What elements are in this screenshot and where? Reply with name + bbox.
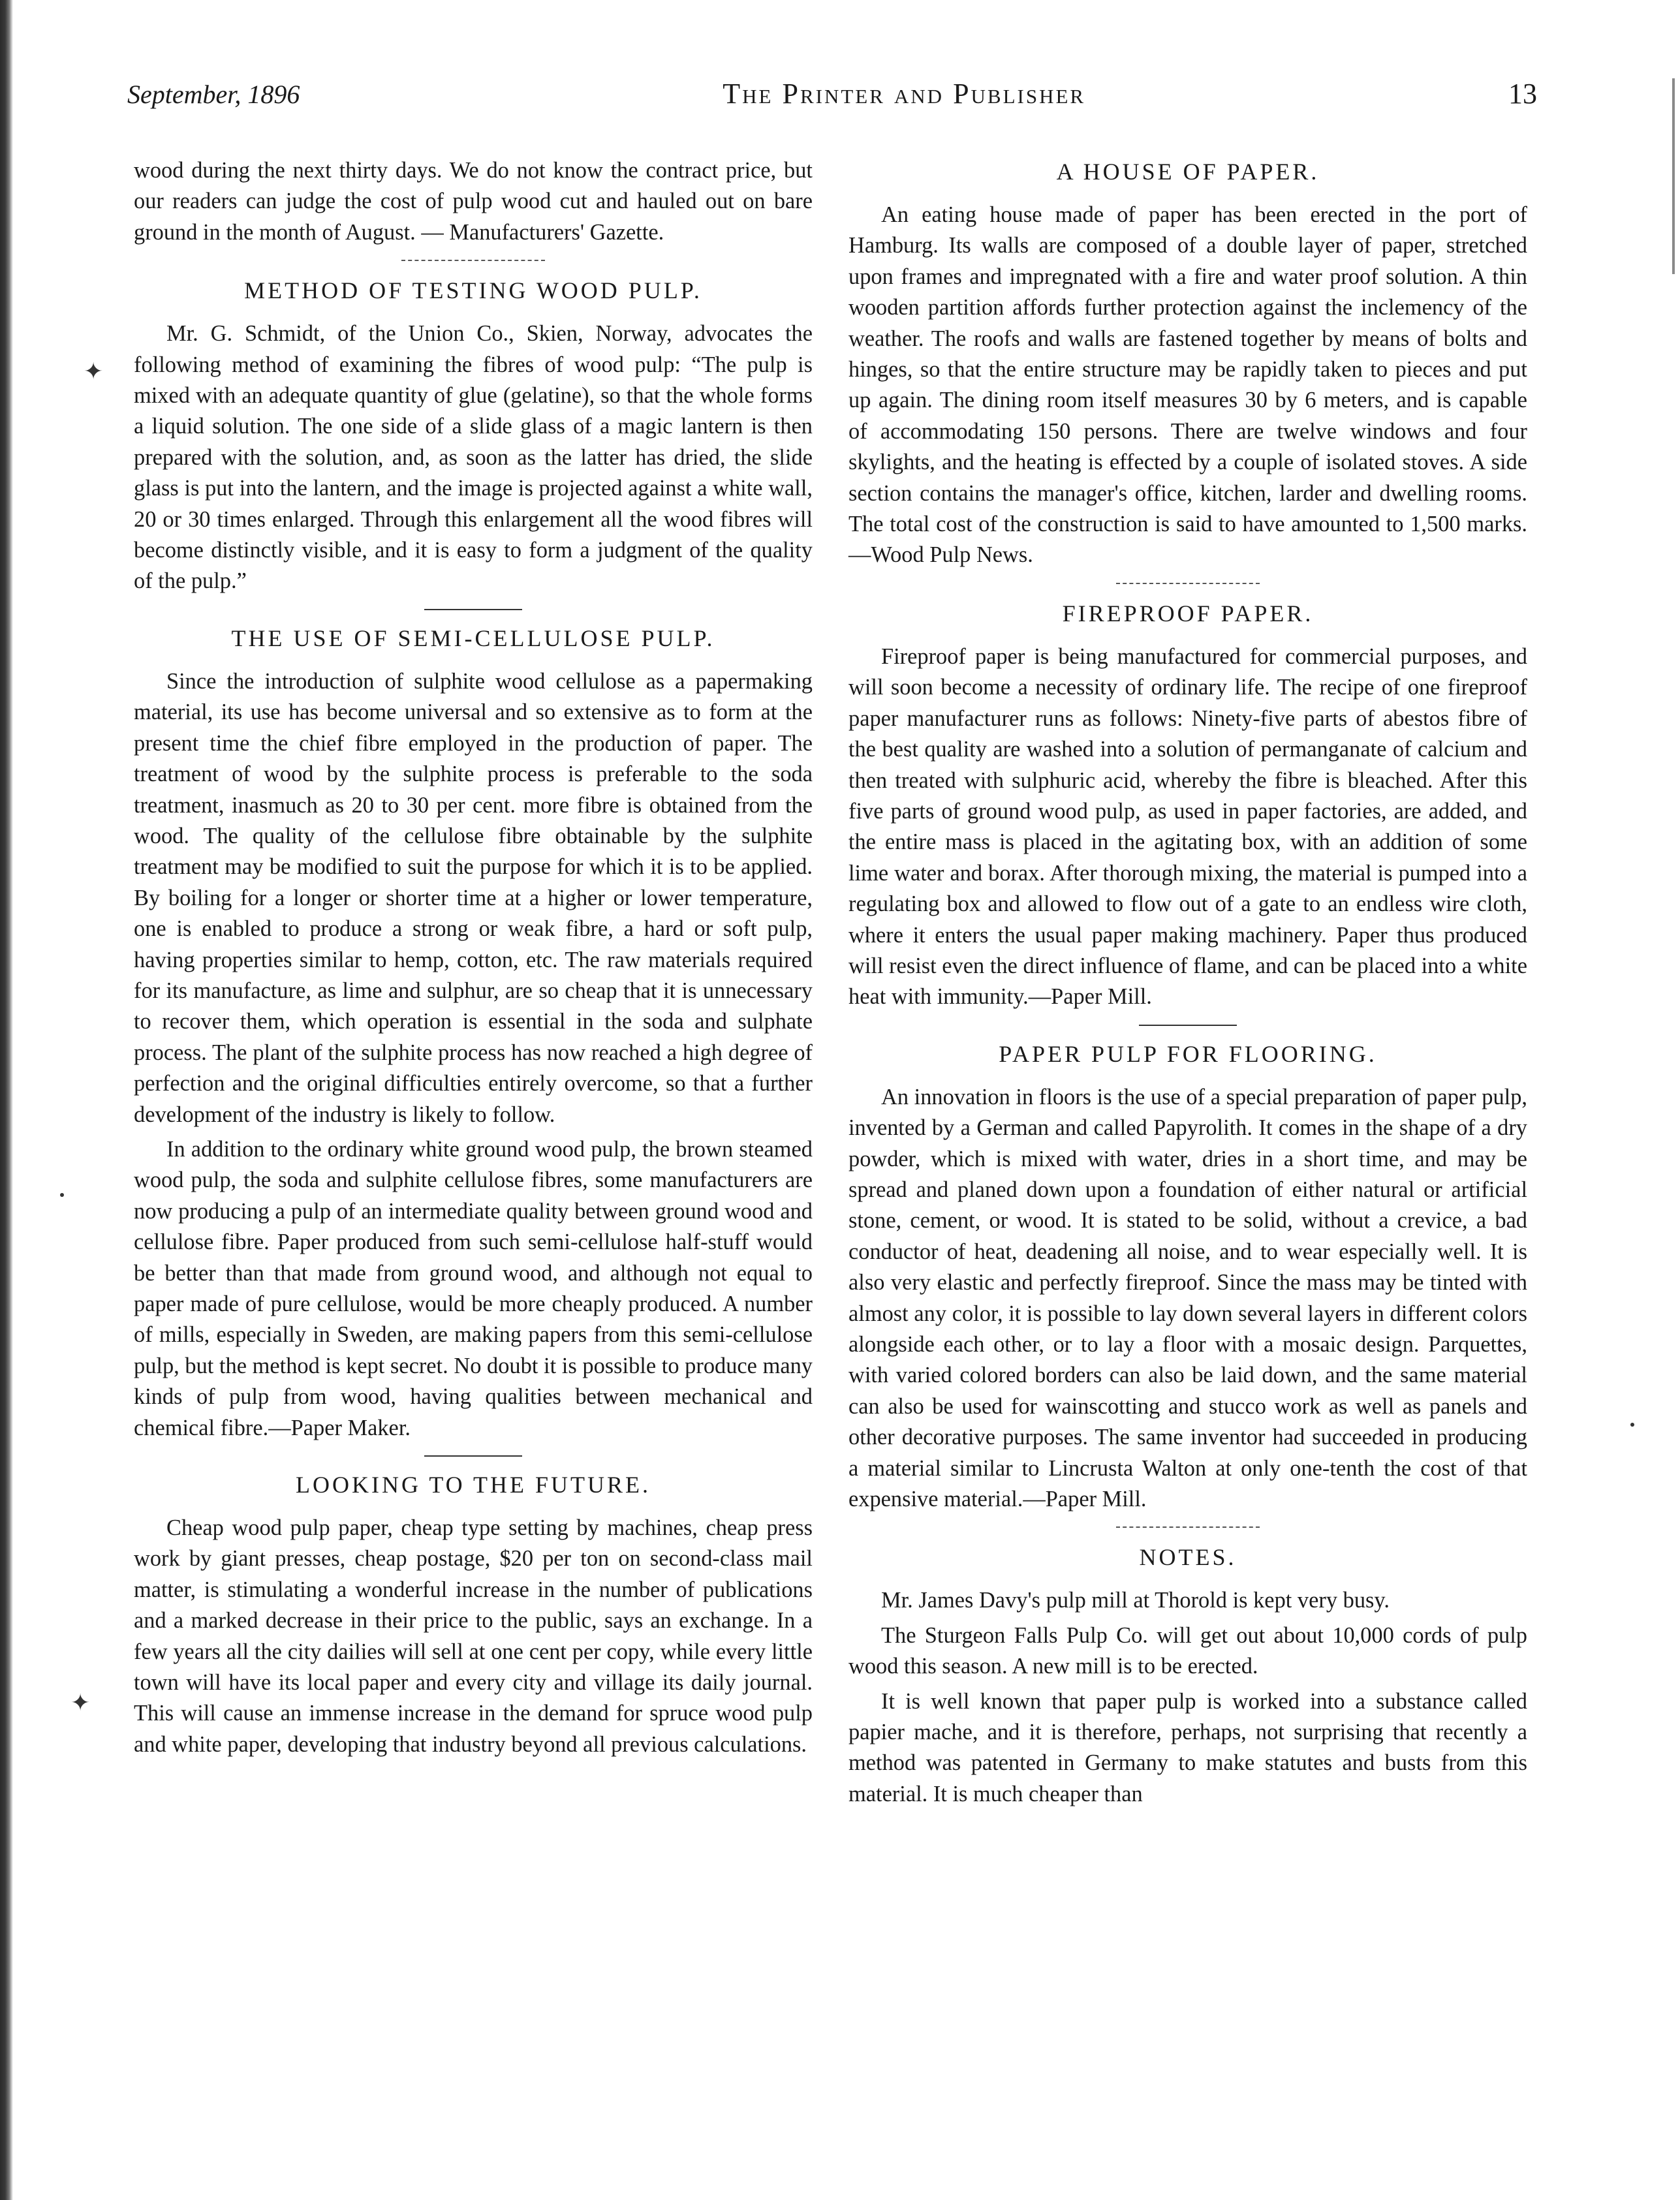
section-divider bbox=[424, 1455, 522, 1457]
page-edge-mark bbox=[1672, 78, 1675, 274]
article-paragraph: An eating house made of paper has been erected in the port of Hamburg. Its walls are composed of a double layer of paper, stretched upon frames and impregnated with a fire and water proof solution. A thin wooden partition affords further protection against the inclemency of the weather. The roofs and walls are fastened together by means of bolts and hinges, so that the entire structure may be rapidly taken to pieces and put up again. The dining room itself measures 30 by 6 meters, and is capable of accommodating 150 persons. There are twelve windows and four skylights, and the heating is effected by a couple of isolated stoves. A side section contains the manager's office, kitchen, larder and dwelling rooms. The total cost of the construction is said to have amounted to 1,500 marks.—Wood Pulp News. bbox=[848, 202, 1527, 568]
margin-dot bbox=[1630, 1423, 1634, 1427]
article-paragraph: Since the introduction of sulphite wood cellulose as a papermaking material, its use has become universal and so extensive as to form at the present time the chief fibre employed in the production of paper. The treatment of wood by the sulphite process is preferable to the soda treatment, inasmuch as 20 to 30 per cent. more fibre is obtained from the wood. The quality of the cellulose fibre obtainable by the sulphite treatment may be modified to suit the purpose for which it is to be applied. By boiling for a longer or shorter time at a higher or lower temperature, one is enabled to produce a strong or weak fibre, a hard or soft pulp, having properties similar to hemp, cotton, etc. The raw materials required for its manufacture, as lime and sulphur, are so cheap that it is unnecessary to recover them, which operation is essential in the soda and sulphate process. The plant of the sulphite process has now reached a high degree of perfection and the original difficulties entirely overcome, so that a further development of the industry is likely to follow. bbox=[134, 668, 813, 1127]
article-title: FIREPROOF PAPER. bbox=[1062, 600, 1314, 627]
article-paragraph: In addition to the ordinary white ground wood pulp, the brown steamed wood pulp, the soda and sulphite cellulose fibres, some manufacturers are now producing a pulp of an intermediate quality between ground wood and cellulose fibre. Paper produced from such semi-cellulose half-stuff would be better than that made from ground wood, and although not equal to paper made of pure cellulose, would be more cheaply produced. A number of mills, especially in Sweden, are making papers from this semi-cellulose pulp, but the method is kept secret. No doubt it is possible to produce many kinds of pulp from wood, having qualities between mechanical and chemical fibre.—Paper Maker. bbox=[134, 1136, 813, 1440]
note-item: The Sturgeon Falls Pulp Co. will get out about 10,000 cords of pulp wood this season. A new mill is to be erected. bbox=[848, 1622, 1527, 1679]
left-column bbox=[134, 155, 813, 1764]
margin-dot bbox=[60, 1193, 64, 1197]
journal-title: The Printer and Publisher bbox=[723, 78, 1086, 110]
section-divider bbox=[1139, 1025, 1237, 1026]
article-paragraph: Cheap wood pulp paper, cheap type setting by machines, cheap press work by giant presses, cheap postage, $20 per ton on second-class mail matter, is stimulating a wonderful increase in the number of publications and a marked decrease in their price to the public, says an exchange. In a few years all the city dailies will sell at one cent per copy, while every little town will have its local paper and every city and village its daily journal. This will cause an immense increase in the demand for spruce wood pulp and white paper, developing that industry beyond all previous calculations. bbox=[134, 1515, 813, 1757]
section-divider bbox=[1116, 583, 1260, 585]
article-paragraph: An innovation in floors is the use of a special preparation of paper pulp, invented by a German and called Papyrolith. It comes in the shape of a dry powder, which is mixed with water, dries in a short time, and may be spread and planed down upon a foundation of either natural or artificial stone, cement, or wood. It is stated to be solid, without a crevice, a bad conductor of heat, deadening all noise, and to wear especially well. It is also very elastic and perfectly fireproof. Since the mass may be tinted with almost any color, it is possible to lay down several layers in different colors alongside each other, or to lay a floor with a mosaic design. Parquettes, with varied colored borders can also be laid down, and the same material can also be used for wainscotting and stucco work as well as panels and other decorative purposes. The same inventor had succeeded in producing a material similar to Lincrusta Walton at only one-tenth the cost of that expensive material.—Paper Mill. bbox=[848, 1084, 1527, 1512]
note-item: It is well known that paper pulp is worked into a substance called papier mache, and it is therefore, perhaps, not surprising that recently a method was patented in Germany to make statutes and busts from this material. It is much cheaper than bbox=[848, 1688, 1527, 1806]
article-paragraph: Fireproof paper is being manufactured for commercial purposes, and will soon become a necessity of ordinary life. The recipe of one fireproof paper manufacturer runs as follows: Ninety-five parts of abestos fibre of the best quality are washed into a solution of permanganate of calcium and then treated with sulphuric acid, whereby the fibre is bleached. After this five parts of ground wood pulp, as used in paper factories, are added, and the entire mass is placed in the agitating box, with an addition of some lime water and borax. After thorough mixing, the material is pumped into a regulating box and allowed to flow out of a gate to an endless wire cloth, where it enters the usual paper making machinery. Paper thus produced will resist even the direct influence of flame, and can be placed into a white heat with immunity.—Paper Mill. bbox=[848, 643, 1527, 1010]
section-divider bbox=[401, 260, 545, 262]
running-head bbox=[127, 77, 1537, 116]
article-title: LOOKING TO THE FUTURE. bbox=[296, 1472, 651, 1498]
article-title: NOTES. bbox=[1139, 1544, 1237, 1571]
page-number: 13 bbox=[1508, 78, 1537, 110]
binding-edge bbox=[0, 0, 13, 2200]
margin-mark: ✦ bbox=[84, 358, 104, 384]
margin-mark: ✦ bbox=[70, 1690, 91, 1716]
issue-date: September, 1896 bbox=[127, 80, 300, 109]
article-title: THE USE OF SEMI-CELLULOSE PULP. bbox=[231, 625, 715, 651]
note-item: Mr. James Davy's pulp mill at Thorold is kept very busy. bbox=[881, 1588, 1390, 1613]
article-title: A HOUSE OF PAPER. bbox=[1056, 159, 1320, 185]
article-paragraph: Mr. G. Schmidt, of the Union Co., Skien, Norway, advocates the following method of examining the fibres of wood pulp: “The pulp is mixed with an adequate quantity of glue (gelatine), so that the whole forms a liquid solution. The one side of a slide glass of a magic lantern is then prepared with the solution, and, as soon as the latter has dried, the slide glass is put into the lantern, and the image is projected against a white wall, 20 or 30 times enlarged. Through this enlargement all the wood fibres will become distinctly visible, and it is easy to form a judgment of the quality of the pulp.” bbox=[134, 321, 813, 594]
right-column bbox=[848, 155, 1527, 1814]
article-title: METHOD OF TESTING WOOD PULP. bbox=[244, 277, 702, 304]
continued-paragraph: wood during the next thirty days. We do not know the contract price, but our readers can judge the cost of pulp wood cut and hauled out on bare ground in the month of August. — Manufacturers' Gazette. bbox=[134, 158, 813, 245]
section-divider bbox=[424, 609, 522, 610]
article-title: PAPER PULP FOR FLOORING. bbox=[999, 1040, 1377, 1067]
section-divider bbox=[1116, 1526, 1260, 1529]
